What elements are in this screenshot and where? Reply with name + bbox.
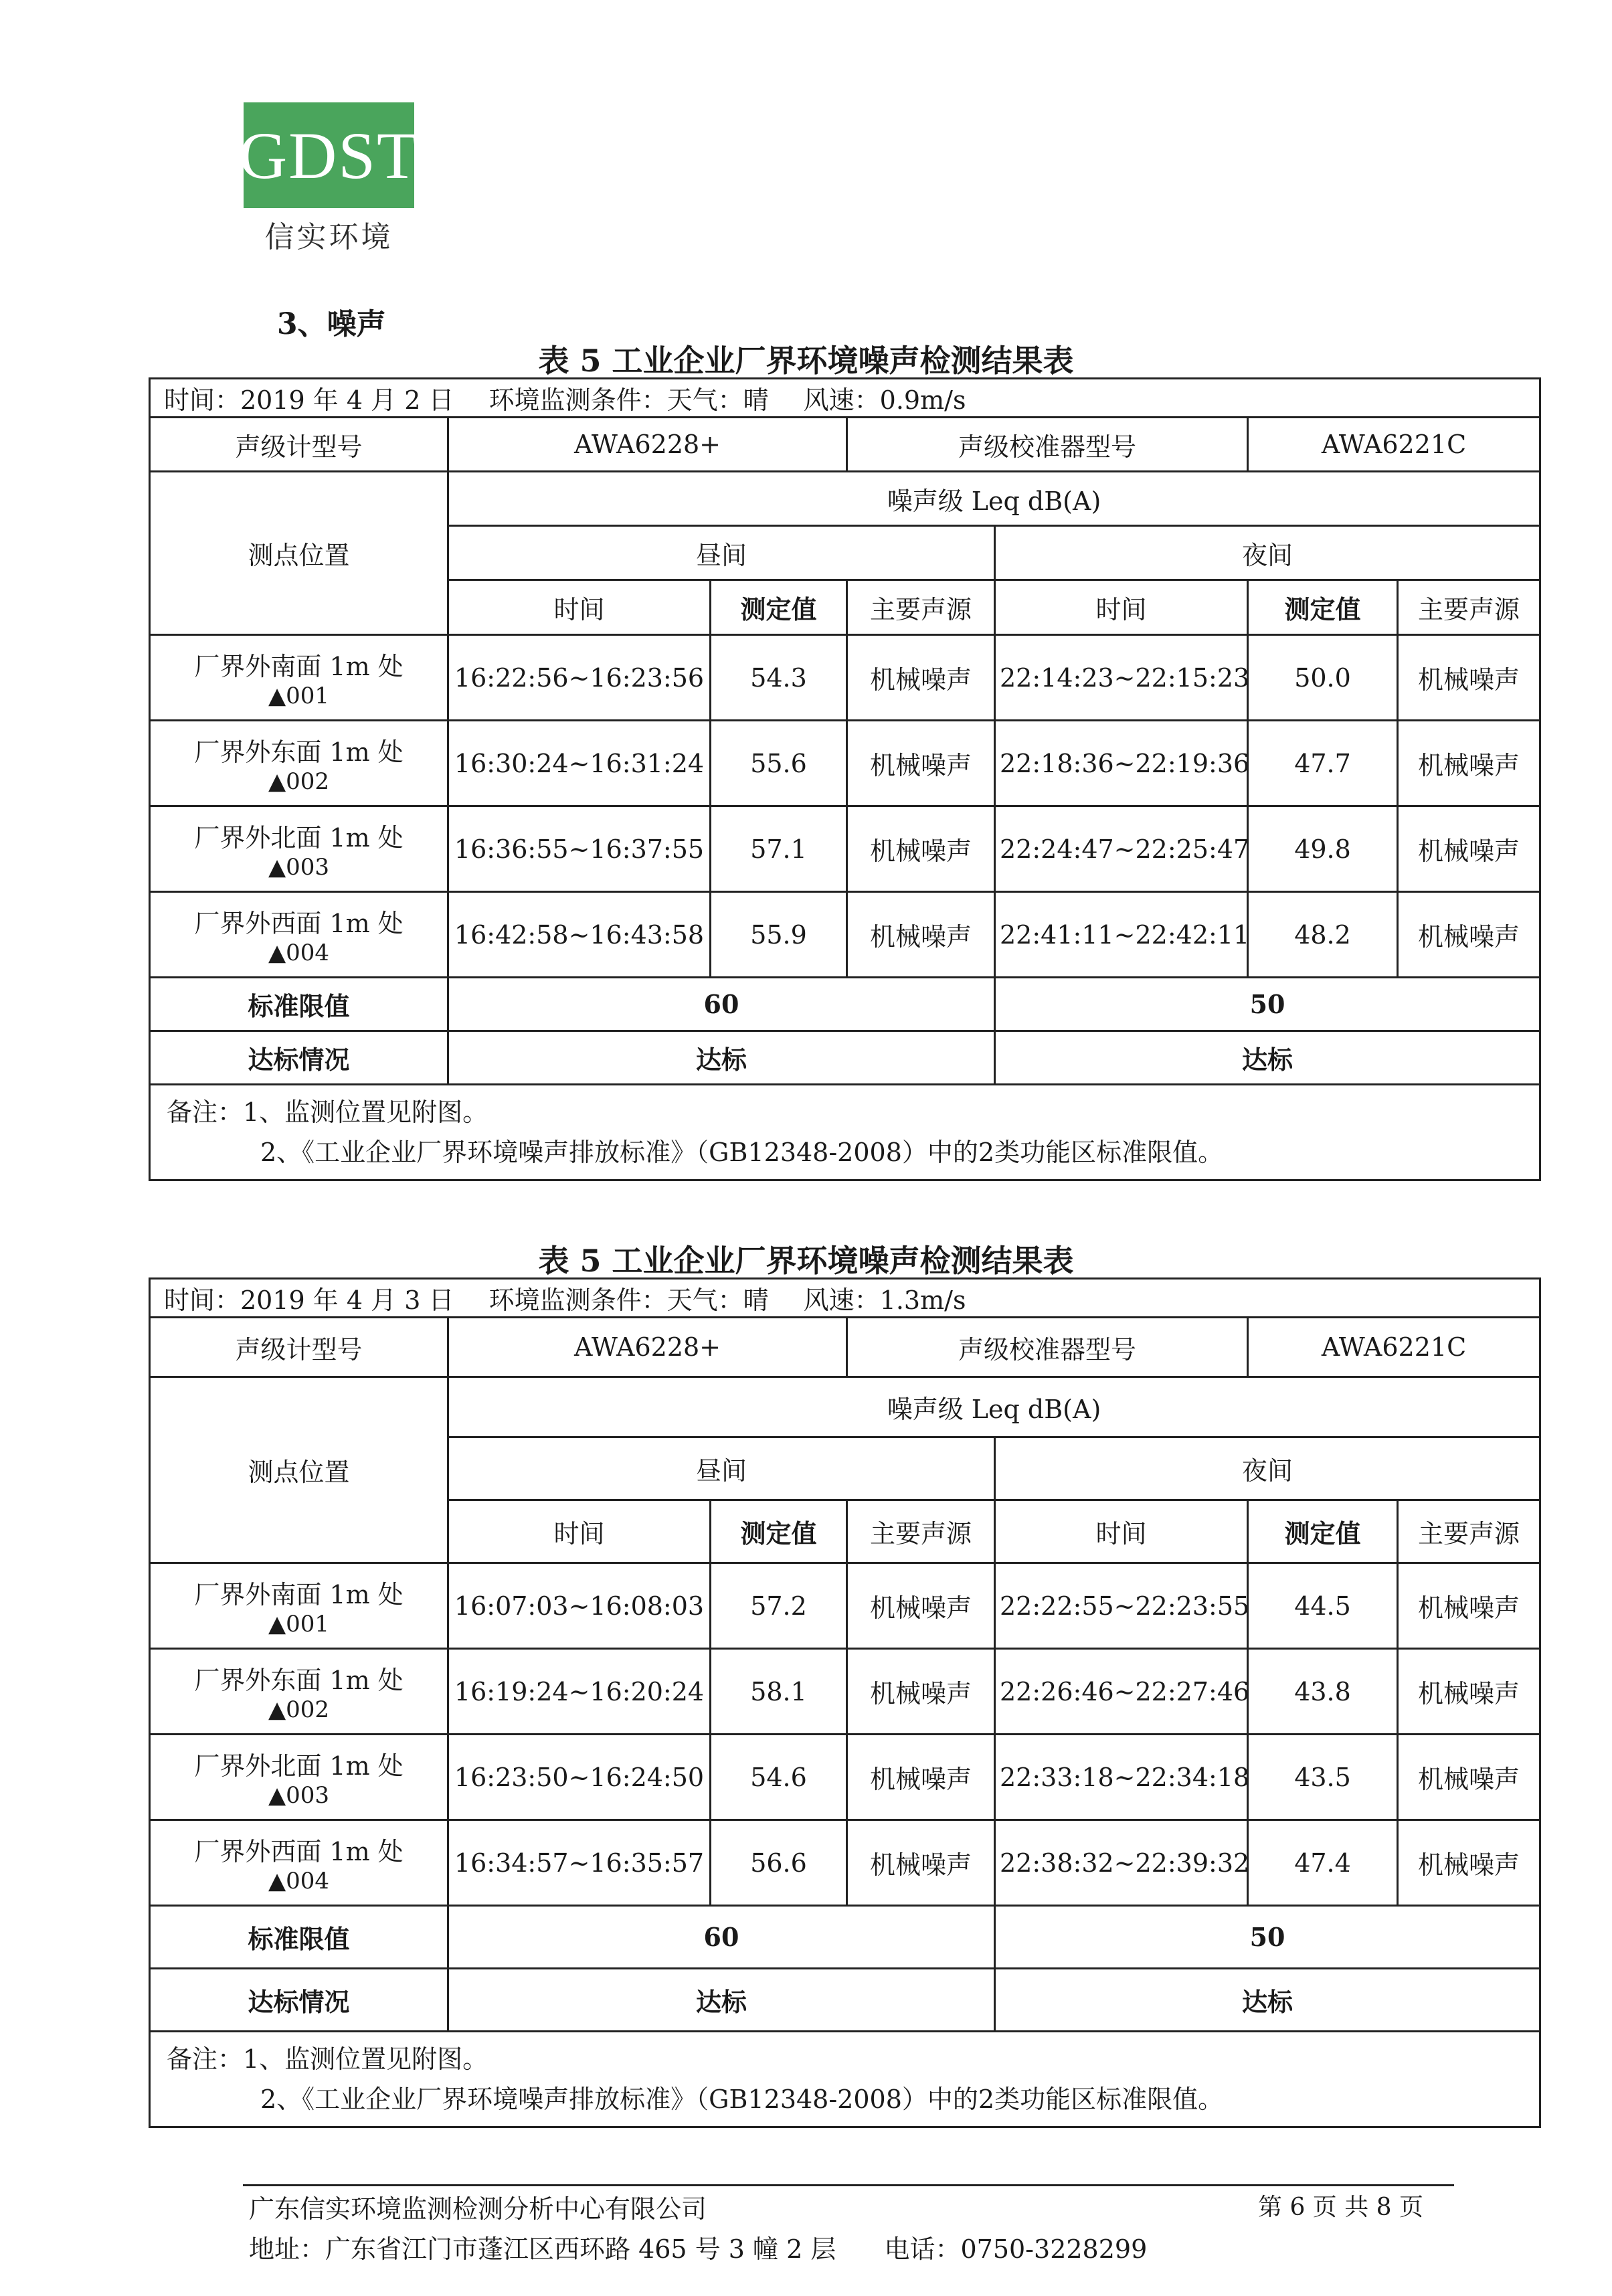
- night-source-cell: 机械噪声: [1398, 892, 1540, 978]
- night-source-cell: 机械噪声: [1398, 1820, 1540, 1906]
- night-limit: 50: [995, 1906, 1540, 1969]
- day-value-cell: 56.6: [711, 1820, 847, 1906]
- day-source-header: 主要声源: [847, 1500, 995, 1563]
- limit-label: 标准限值: [150, 978, 448, 1031]
- table-row: [150, 1735, 1540, 1820]
- night-value-cell: 44.5: [1248, 1563, 1398, 1649]
- day-value-cell: 58.1: [711, 1649, 847, 1735]
- page-number: 第 6 页 共 8 页: [1258, 2194, 1424, 2221]
- day-source-header: 主要声源: [847, 580, 995, 635]
- noise-results-table: [149, 1277, 1541, 2128]
- night-time-cell: 22:38:32~22:39:32: [995, 1820, 1248, 1906]
- night-source-header: 主要声源: [1398, 580, 1540, 635]
- day-limit: 60: [448, 978, 995, 1031]
- night-value-cell: 43.5: [1248, 1735, 1398, 1820]
- day-time-cell: 16:42:58~16:43:58: [448, 892, 711, 978]
- day-value-cell: 57.1: [711, 806, 847, 892]
- table-row: [150, 892, 1540, 978]
- test-date: 时间：2019 年 4 月 3 日: [164, 1286, 454, 1315]
- day-time-cell: 16:34:57~16:35:57: [448, 1820, 711, 1906]
- night-compliance: 达标: [995, 1031, 1540, 1085]
- footer-phone: 电话：0750-3228299: [884, 2234, 1148, 2264]
- wind-speed: 风速：0.9m/s: [803, 385, 966, 415]
- note-1: 备注：1、监测位置见附图。: [167, 1097, 488, 1127]
- wind-speed: 风速：1.3m/s: [803, 1286, 966, 1315]
- limit-label: 标准限值: [150, 1906, 448, 1969]
- night-header: 夜间: [995, 1437, 1540, 1500]
- night-value-header: 测定值: [1248, 1500, 1398, 1563]
- night-source-cell: 机械噪声: [1398, 1649, 1540, 1735]
- location-cell: 厂界外北面 1m 处 ▲003: [150, 1735, 448, 1820]
- night-value-cell: 49.8: [1248, 806, 1398, 892]
- night-value-cell: 50.0: [1248, 635, 1398, 721]
- day-time-cell: 16:22:56~16:23:56: [448, 635, 711, 721]
- calibrator-model: AWA6221C: [1248, 1318, 1540, 1377]
- meter-model: AWA6228+: [448, 418, 847, 472]
- info-row: [150, 379, 1540, 418]
- table-row: [150, 635, 1540, 721]
- day-source-cell: 机械噪声: [847, 1820, 995, 1906]
- calibrator-model: AWA6221C: [1248, 418, 1540, 472]
- day-time-cell: 16:19:24~16:20:24: [448, 1649, 711, 1735]
- night-limit: 50: [995, 978, 1540, 1031]
- compliance-label: 达标情况: [150, 1969, 448, 2032]
- meter-label: 声级计型号: [150, 1318, 448, 1377]
- night-time-cell: 22:24:47~22:25:47: [995, 806, 1248, 892]
- night-source-cell: 机械噪声: [1398, 806, 1540, 892]
- night-value-cell: 47.4: [1248, 1820, 1398, 1906]
- location-cell: 厂界外南面 1m 处 ▲001: [150, 1563, 448, 1649]
- night-time-cell: 22:14:23~22:15:23: [995, 635, 1248, 721]
- night-time-header: 时间: [995, 580, 1248, 635]
- footer-contact: [249, 2228, 1147, 2265]
- night-source-cell: 机械噪声: [1398, 635, 1540, 721]
- noise-level-header: 噪声级 Leq dB(A): [448, 472, 1540, 526]
- test-date: 时间：2019 年 4 月 2 日: [164, 385, 454, 415]
- night-header: 夜间: [995, 526, 1540, 580]
- info-row: [150, 1279, 1540, 1318]
- day-limit: 60: [448, 1906, 995, 1969]
- location-cell: 厂界外西面 1m 处 ▲004: [150, 892, 448, 978]
- day-value-header: 测定值: [711, 580, 847, 635]
- location-cell: 厂界外南面 1m 处 ▲001: [150, 635, 448, 721]
- location-header: 测点位置: [150, 1377, 448, 1563]
- day-time-header: 时间: [448, 580, 711, 635]
- night-source-header: 主要声源: [1398, 1500, 1540, 1563]
- noise-level-header: 噪声级 Leq dB(A): [448, 1377, 1540, 1437]
- location-cell: 厂界外西面 1m 处 ▲004: [150, 1820, 448, 1906]
- note-2: 2、《工业企业厂界环境噪声排放标准》（GB12348-2008）中的2类功能区标准限值。: [260, 2085, 1224, 2114]
- meter-label: 声级计型号: [150, 418, 448, 472]
- day-compliance: 达标: [448, 1969, 995, 2032]
- day-value-cell: 54.3: [711, 635, 847, 721]
- day-source-cell: 机械噪声: [847, 892, 995, 978]
- day-source-cell: 机械噪声: [847, 1735, 995, 1820]
- footer-company: 广东信实环境监测检测分析中心有限公司: [249, 2194, 707, 2224]
- day-compliance: 达标: [448, 1031, 995, 1085]
- day-value-header: 测定值: [711, 1500, 847, 1563]
- day-source-cell: 机械噪声: [847, 1563, 995, 1649]
- location-cell: 厂界外北面 1m 处 ▲003: [150, 806, 448, 892]
- weather-conditions: 环境监测条件：天气：晴: [488, 385, 769, 415]
- day-value-cell: 54.6: [711, 1735, 847, 1820]
- note-2: 2、《工业企业厂界环境噪声排放标准》（GB12348-2008）中的2类功能区标准限值。: [260, 1138, 1224, 1167]
- company-logo: [238, 102, 420, 208]
- notes-cell: [150, 2032, 1540, 2127]
- table-title: 表 5 工业企业厂界环境噪声检测结果表: [538, 1243, 1074, 1279]
- night-source-cell: 机械噪声: [1398, 1735, 1540, 1820]
- night-time-cell: 22:41:11~22:42:11: [995, 892, 1248, 978]
- location-cell: 厂界外东面 1m 处 ▲002: [150, 1649, 448, 1735]
- day-source-cell: 机械噪声: [847, 635, 995, 721]
- table-row: [150, 806, 1540, 892]
- table-row: [150, 1563, 1540, 1649]
- night-time-cell: 22:33:18~22:34:18: [995, 1735, 1248, 1820]
- day-time-cell: 16:30:24~16:31:24: [448, 721, 711, 806]
- day-header: 昼间: [448, 1437, 995, 1500]
- calibrator-label: 声级校准器型号: [847, 418, 1248, 472]
- table-row: [150, 1820, 1540, 1906]
- day-time-cell: 16:07:03~16:08:03: [448, 1563, 711, 1649]
- section-title: 3、噪声: [277, 307, 386, 341]
- night-value-cell: 47.7: [1248, 721, 1398, 806]
- day-time-header: 时间: [448, 1500, 711, 1563]
- night-value-cell: 43.8: [1248, 1649, 1398, 1735]
- day-value-cell: 55.9: [711, 892, 847, 978]
- location-cell: 厂界外东面 1m 处 ▲002: [150, 721, 448, 806]
- night-time-header: 时间: [995, 1500, 1248, 1563]
- day-source-cell: 机械噪声: [847, 806, 995, 892]
- meter-model: AWA6228+: [448, 1318, 847, 1377]
- table-row: [150, 721, 1540, 806]
- footer-divider: [243, 2184, 1454, 2186]
- day-value-cell: 55.6: [711, 721, 847, 806]
- day-time-cell: 16:23:50~16:24:50: [448, 1735, 711, 1820]
- weather-conditions: 环境监测条件：天气：晴: [488, 1286, 769, 1315]
- day-source-cell: 机械噪声: [847, 721, 995, 806]
- day-value-cell: 57.2: [711, 1563, 847, 1649]
- night-source-cell: 机械噪声: [1398, 721, 1540, 806]
- day-time-cell: 16:36:55~16:37:55: [448, 806, 711, 892]
- note-1: 备注：1、监测位置见附图。: [167, 2044, 488, 2074]
- table-row: [150, 1649, 1540, 1735]
- noise-results-table: [149, 377, 1541, 1181]
- day-header: 昼间: [448, 526, 995, 580]
- notes-cell: [150, 1085, 1540, 1180]
- night-value-cell: 48.2: [1248, 892, 1398, 978]
- location-header: 测点位置: [150, 472, 448, 635]
- logo-subtitle: 信实环境: [264, 220, 393, 254]
- night-time-cell: 22:26:46~22:27:46: [995, 1649, 1248, 1735]
- day-source-cell: 机械噪声: [847, 1649, 995, 1735]
- night-source-cell: 机械噪声: [1398, 1563, 1540, 1649]
- night-value-header: 测定值: [1248, 580, 1398, 635]
- night-compliance: 达标: [995, 1969, 1540, 2032]
- night-time-cell: 22:22:55~22:23:55: [995, 1563, 1248, 1649]
- night-time-cell: 22:18:36~22:19:36: [995, 721, 1248, 806]
- compliance-label: 达标情况: [150, 1031, 448, 1085]
- logo-text: GDST: [238, 118, 420, 193]
- footer-address: 地址：广东省江门市蓬江区西环路 465 号 3 幢 2 层: [249, 2234, 836, 2264]
- table-title: 表 5 工业企业厂界环境噪声检测结果表: [538, 343, 1074, 379]
- calibrator-label: 声级校准器型号: [847, 1318, 1248, 1377]
